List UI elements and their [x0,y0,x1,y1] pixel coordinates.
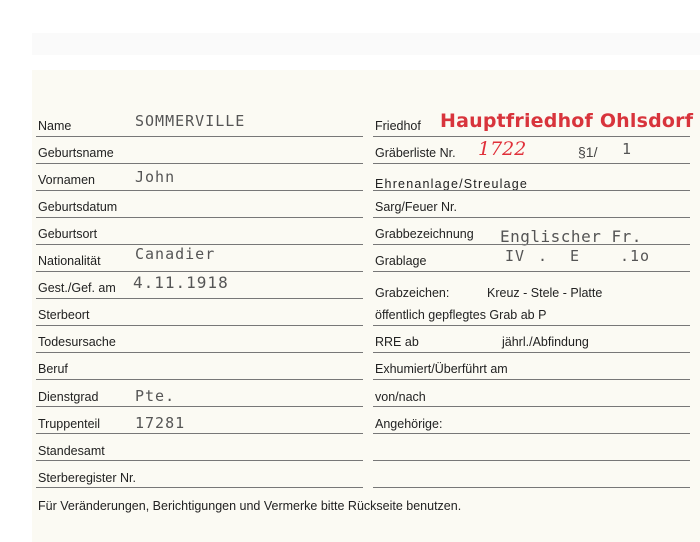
line-cemetery [373,136,690,137]
grave-location-part-1: IV [505,247,526,265]
line-public-grave [373,325,690,326]
line-first-names [36,190,363,191]
label-grave-location: Grablage [375,254,427,268]
label-occupation: Beruf [38,362,68,376]
label-relatives: Angehörige: [375,417,443,431]
line-registry-office [36,460,363,461]
label-death-date: Gest./Gef. am [38,281,116,295]
line-place-of-death [36,325,363,326]
line-nationality [36,271,363,272]
label-from-to: von/nach [375,390,426,404]
label-grave-list: Gräberliste Nr. [375,146,456,160]
line-rank [36,406,363,407]
value-rank: Pte. [135,387,176,405]
cemetery-stamp: Hauptfriedhof Ohlsdorf [440,110,694,132]
value-death-date: 4.11.1918 [133,273,229,292]
label-nationality: Nationalität [38,254,101,268]
label-death-register: Sterberegister Nr. [38,471,136,485]
label-public-grave: öffentlich gepflegtes Grab ab P [375,308,547,322]
line-from-to [373,406,690,407]
label-coffin: Sarg/Feuer Nr. [375,200,457,214]
value-grave-designation: Englischer Fr. [500,227,642,246]
line-exhumed [373,379,690,380]
grave-location-part-4: .1o [620,247,651,265]
label-cemetery: Friedhof [375,119,421,133]
label-birth-name: Geburtsname [38,146,114,160]
grave-marker-options: Kreuz - Stele - Platte [487,286,603,300]
line-rre [373,352,690,353]
line-unit [36,433,363,434]
footer-note: Für Veränderungen, Berichtigungen und Vermerke bitte Rückseite benutzen. [38,499,462,513]
line-relatives-2 [373,460,690,461]
label-name: Name [38,119,72,133]
value-name: SOMMERVILLE [135,112,246,130]
label-cause-of-death: Todesursache [38,335,116,349]
line-honor-facility [373,190,690,191]
label-place-of-death: Sterbeort [38,308,90,322]
label-first-names: Vornamen [38,173,95,187]
label-birth-date: Geburtsdatum [38,200,118,214]
value-grave-list: 1722 [478,138,527,160]
line-birth-name [36,163,363,164]
grave-location-part-3: E [570,247,581,265]
value-unit: 17281 [135,414,186,432]
top-strip [32,33,700,55]
line-grave-list [373,163,690,164]
label-rre: RRE ab [375,335,419,349]
label-unit: Truppenteil [38,417,101,431]
grave-location-part-2: . [538,247,549,265]
label-exhumed: Exhumiert/Überführt am [375,362,508,376]
line-death-register [36,487,363,488]
grave-list-section-value: 1 [622,140,633,158]
label-registry-office: Standesamt [38,444,105,458]
line-grave-designation [373,244,690,245]
line-relatives-3 [373,487,690,488]
label-rank: Dienstgrad [38,390,99,404]
line-birth-date [36,217,363,218]
label-grave-designation: Grabbezeichnung [375,227,474,241]
value-first-names: John [135,168,176,186]
line-cause-of-death [36,352,363,353]
grave-list-section-mark: §1/ [578,144,598,160]
label-grave-marker: Grabzeichen: [375,286,450,300]
line-name [36,136,363,137]
line-occupation [36,379,363,380]
line-death-date [36,298,363,299]
line-relatives-1 [373,433,690,434]
label-honor-facility: Ehrenanlage/Streulage [375,177,529,191]
line-coffin [373,217,690,218]
value-nationality: Canadier [135,245,216,263]
label-rre-annual: jährl./Abfindung [502,335,589,349]
line-grave-location [373,271,690,272]
label-birth-place: Geburtsort [38,227,98,241]
